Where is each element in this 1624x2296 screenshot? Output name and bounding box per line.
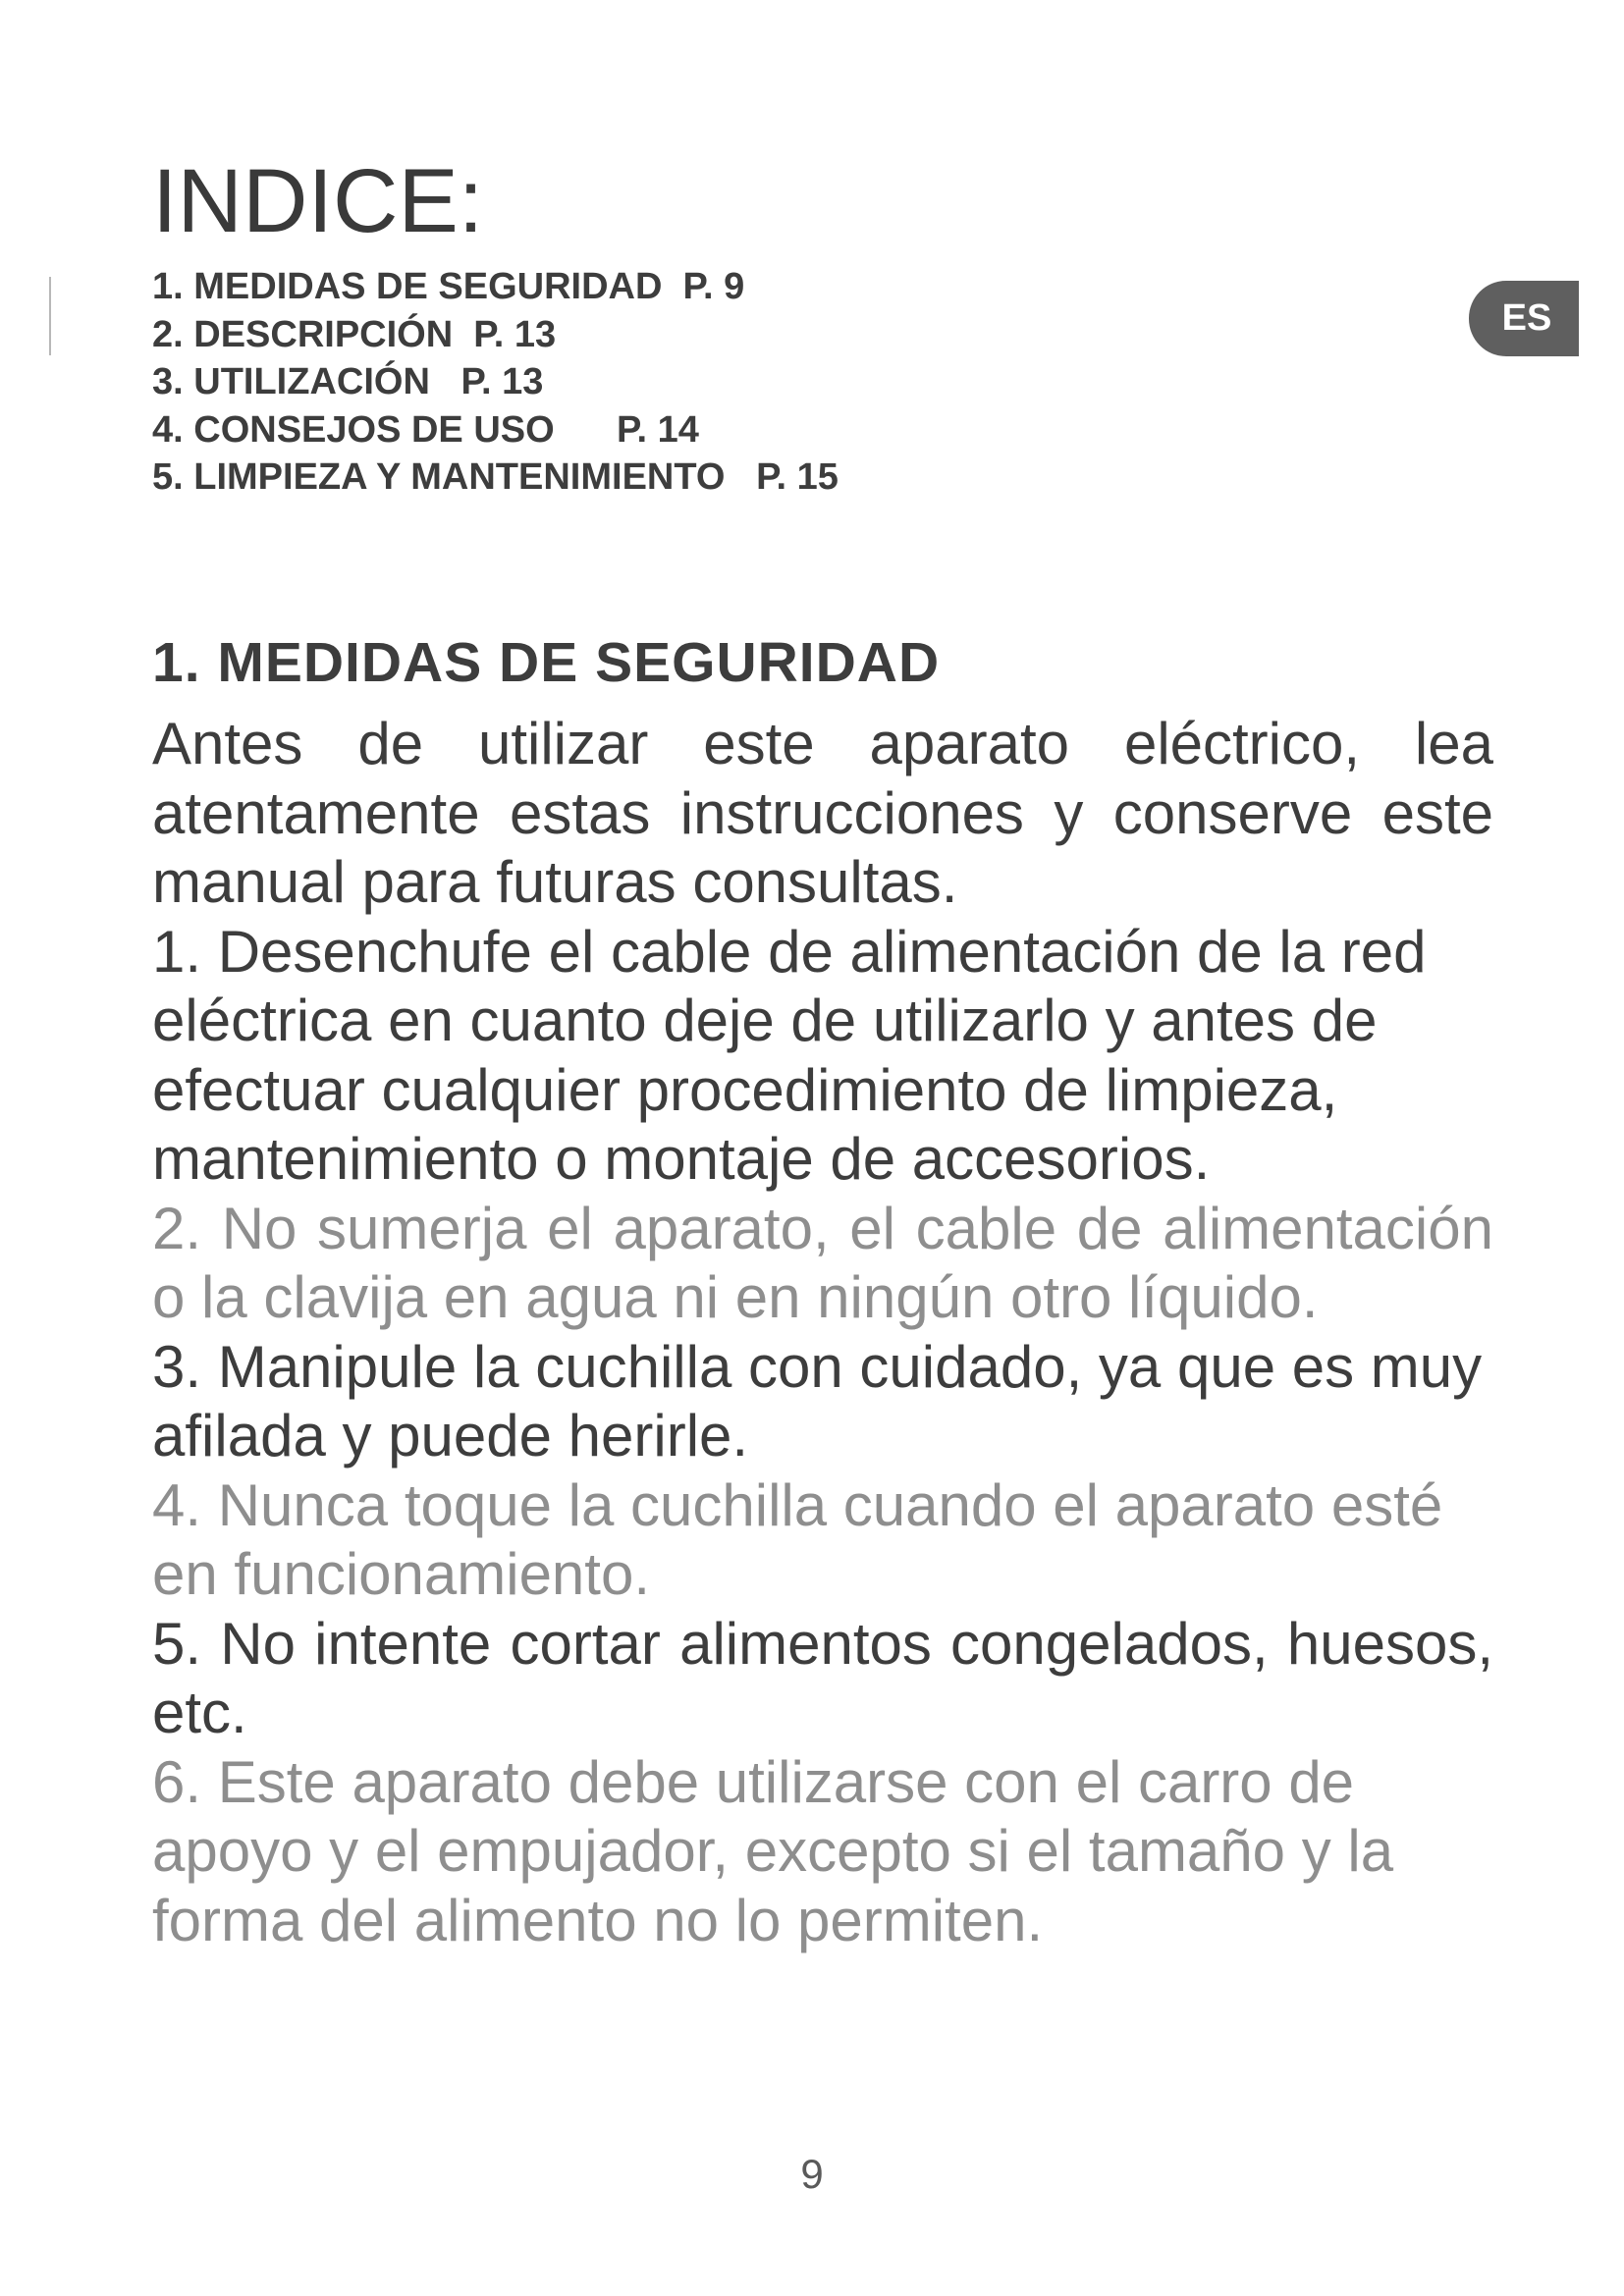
safety-item-5: 5. No intente cortar alimentos congelados, huesos, etc. bbox=[152, 1610, 1493, 1745]
language-tab: ES bbox=[1469, 281, 1579, 356]
index-entry: 5. LIMPIEZA Y MANTENIMIENTO P. 15 bbox=[152, 456, 839, 498]
index-title: INDICE: bbox=[152, 151, 484, 251]
index-entry: 1. MEDIDAS DE SEGURIDAD P. 9 bbox=[152, 266, 745, 307]
index-entry: 4. CONSEJOS DE USO P. 14 bbox=[152, 408, 699, 451]
page-number: 9 bbox=[800, 2151, 824, 2197]
safety-item-3: 3. Manipule la cuchilla con cuidado, ya que es muy afilada y puede herirle. bbox=[152, 1333, 1483, 1468]
safety-item-2: 2. No sumerja el aparato, el cable de alimentación o la clavija en agua ni en ningún otro líquido. bbox=[152, 1195, 1493, 1330]
section-heading: 1. MEDIDAS DE SEGURIDAD bbox=[152, 631, 941, 694]
section-body bbox=[152, 710, 1493, 1955]
safety-item-1: 1. Desenchufe el cable de alimentación de la red eléctrica en cuanto deje de utilizarlo y antes de efectuar cualquier procedimiento de limpieza, mantenimiento o montaje de accesorios. bbox=[152, 918, 1427, 1192]
index-entry: 2. DESCRIPCIÓN P. 13 bbox=[152, 313, 557, 355]
safety-item-6: 6. Este aparato debe utilizarse con el carro de apoyo y el empujador, excepto si el tamaño y la forma del alimento no lo permiten. bbox=[152, 1748, 1394, 1953]
margin-rule bbox=[49, 277, 51, 355]
intro-paragraph: Antes de utilizar este aparato eléctrico, lea atentamente estas instrucciones y conserve este manual para futuras consultas. bbox=[152, 711, 1493, 915]
index-entry: 3. UTILIZACIÓN P. 13 bbox=[152, 361, 544, 402]
index-list bbox=[152, 263, 839, 502]
safety-item-4: 4. Nunca toque la cuchilla cuando el aparato esté en funcionamiento. bbox=[152, 1471, 1443, 1607]
